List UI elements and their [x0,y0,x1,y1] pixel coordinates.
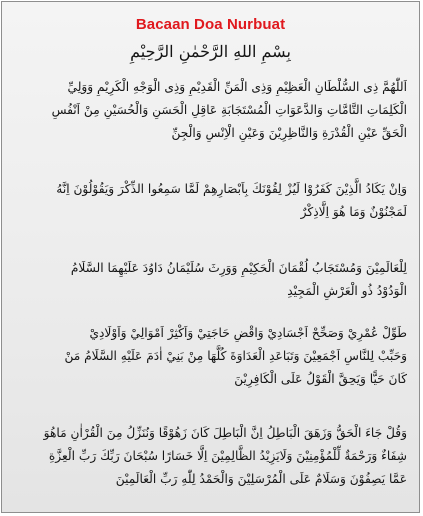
prayer-paragraph-1 [14,76,407,145]
prayer-paragraph-2 [14,178,407,224]
page-title: Bacaan Doa Nurbuat [135,16,286,33]
prayer-paragraph-5 [14,422,407,491]
prayer-line: اَللّٰهُمَّ ذِى السُّلْطَانِ الْعَظِيْمِ وَذِى الْمَنِّ الْقَدِيْمِ وَذِى الْوَجْهِ الْكَرِيْمِ وَوَلِيِّ [67,80,407,94]
prayer-line: لَمَجْنُوْنٌ وَمَا هُوَ اِلَّاذِكْرٌ [300,205,407,219]
prayer-line: لِلْعَالَمِيْنَ وَمُسْتَجَابُ لُقْمَانَ الْحَكِيْمِ وَوَرِثَ سُلَيْمَانُ دَاوُدَ عَلَيْهِمَا السَّلَامُ [70,261,407,275]
prayer-line: كَانَ حَيًّا وَيَحِقَّ الْقَوْلُ عَلَى الْكَافِرِيْنَ [234,372,407,386]
prayer-line: الْحَقِّ عَيْنِ الْقُدْرَةِ وَالنَّاظِرِيْنَ وَعَيْنِ الْاِنْسِ وَالْجِنِّ [171,126,407,140]
prayer-line: عَمَّا يَصِفُوْنَ وَسَلَامٌ عَلَى الْمُرْسَلِيْنَ وَالْحَمْدُ لِلّٰهِ رَبِّ الْعَالَمِيْنَ [115,472,407,486]
prayer-line: وَقُلْ جَاءَ الْحَقُّ وَزَهَقَ الْبَاطِلُ اِنَّ الْبَاطِلَ كَانَ زَهُوْقًا وَنُنَزِّلُ مِنَ الْقُرْاٰنِ مَاهُوَ [43,426,407,440]
prayer-paragraph-3 [14,257,407,303]
prayer-line: طَوِّلْ عُمْرِيْ وَصَحِّحْ اَجْسَادِيْ وَاقْضِ حَاجَتِيْ وَاَكْثِرْ اَمْوَالِيْ وَاَوْلَادِيْ [89,326,407,340]
prayer-line: الْكَلِمَاتِ التَّامَّاتِ وَالدَّعَوَاتِ الْمُسْتَجَابَةِ عَاقِلِ الْحَسَنِ وَالْحُسَيْنِ مِنْ اَنْفُسِ [51,103,407,117]
document-frame [1,1,420,513]
prayer-line: وَحَبِّبْ لِلنَّاسِ اَجْمَعِيْنَ وَتَبَاعَدِ الْعَدَاوَةَ كُلَّهَا مِنْ بَنِيْ اٰدَمَ عَلَيْهِ السَّلَامُ مَنْ [64,349,407,363]
prayer-line: الْوَدُوْدُ ذُو الْعَرْشِ الْمَجِيْدِ [287,284,407,298]
basmala-line: بِسْمِ اللهِ الرَّحْمٰنِ الرَّحِيْمِ [130,42,291,61]
prayer-line: شِفَاءٌ وَرَحْمَةٌ لِّلْمُؤْمِنِيْنَ وَلَايَزِيْدُ الظَّالِمِيْنَ اِلَّا خَسَارًا سُبْحَانَ رَبِّكَ رَبِّ الْعِزَّةِ [48,449,407,463]
prayer-paragraph-4 [14,322,407,391]
prayer-line: وَاِنْ يَكَادُ الَّذِيْنَ كَفَرُوْا لَيُزْ لِقُوْنَكَ بِاَبْصَارِهِمْ لَمَّا سَمِعُوا الذِّكْرَ وَيَقُوْلُوْنَ اِنَّهُ [56,182,407,196]
